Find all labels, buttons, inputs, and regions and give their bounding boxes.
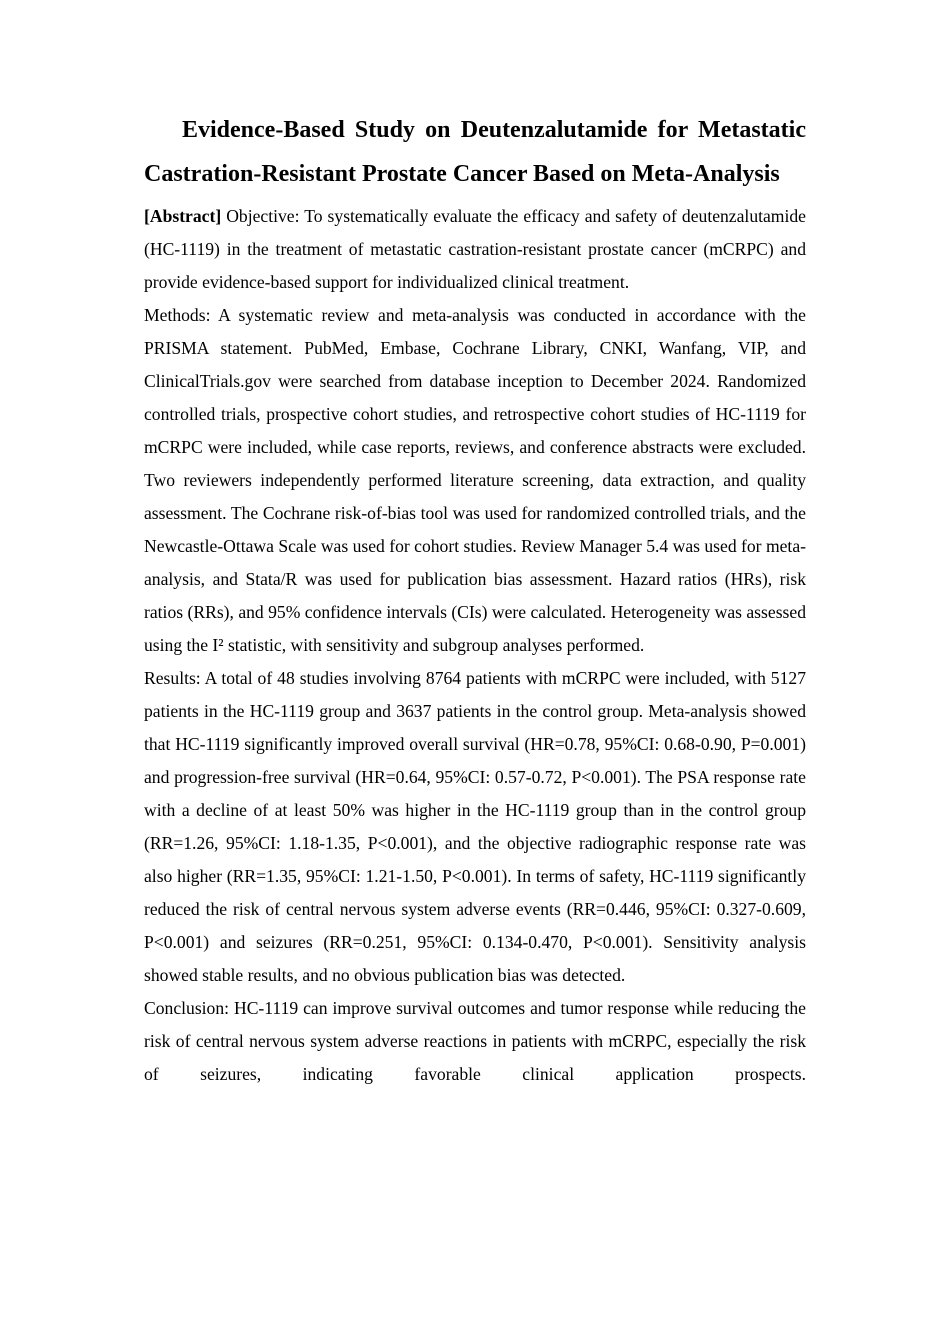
abstract-objective: Objective: To systematically evaluate the efficacy and safety of deutenzalutamide (HC-1119) in the treatment of metastatic castration-resistant prostate cancer (mCRPC) and provide evidence-based support for individualized clinical treatment. [144, 206, 806, 292]
abstract-label: [Abstract] [144, 206, 222, 226]
abstract-objective-paragraph [144, 200, 806, 299]
abstract-methods: Methods: A systematic review and meta-analysis was conducted in accordance with the PRISMA statement. PubMed, Embase, Cochrane Library, CNKI, Wanfang, VIP, and ClinicalTrials.gov were searched from database inception to December 2024. Randomized controlled trials, prospective cohort studies, and retrospective cohort studies of HC-1119 for mCRPC were included, while case reports, reviews, and conference abstracts were excluded. Two reviewers independently performed literature screening, data extraction, and quality assessment. The Cochrane risk-of-bias tool was used for randomized controlled trials, and the Newcastle-Ottawa Scale was used for cohort studies. Review Manager 5.4 was used for meta-analysis, and Stata/R was used for publication bias assessment. Hazard ratios (HRs), risk ratios (RRs), and 95% confidence intervals (CIs) were calculated. Heterogeneity was assessed using the I² statistic, with sensitivity and subgroup analyses performed. [144, 305, 806, 655]
paper-page [144, 108, 806, 1091]
paper-title: Evidence-Based Study on Deutenzalutamide for Metastatic Castration-Resistant Prostate Cancer Based on Meta-Analysis [144, 117, 806, 187]
abstract-results: Results: A total of 48 studies involving 8764 patients with mCRPC were included, with 5127 patients in the HC-1119 group and 3637 patients in the control group. Meta-analysis showed that HC-1119 significantly improved overall survival (HR=0.78, 95%CI: 0.68-0.90, P=0.001) and progression-free survival (HR=0.64, 95%CI: 0.57-0.72, P<0.001). The PSA response rate with a decline of at least 50% was higher in the HC-1119 group than in the control group (RR=1.26, 95%CI: 1.18-1.35, P<0.001), and the objective radiographic response rate was also higher (RR=1.35, 95%CI: 1.21-1.50, P<0.001). In terms of safety, HC-1119 significantly reduced the risk of central nervous system adverse events (RR=0.446, 95%CI: 0.327-0.609, P<0.001) and seizures (RR=0.251, 95%CI: 0.134-0.470, P<0.001). Sensitivity analysis showed stable results, and no obvious publication bias was detected. [144, 668, 806, 985]
abstract-conclusion: Conclusion: HC-1119 can improve survival outcomes and tumor response while reducing the risk of central nervous system adverse reactions in patients with mCRPC, especially the risk of seizures, indicating favorable clinical application prospects. [144, 998, 806, 1084]
